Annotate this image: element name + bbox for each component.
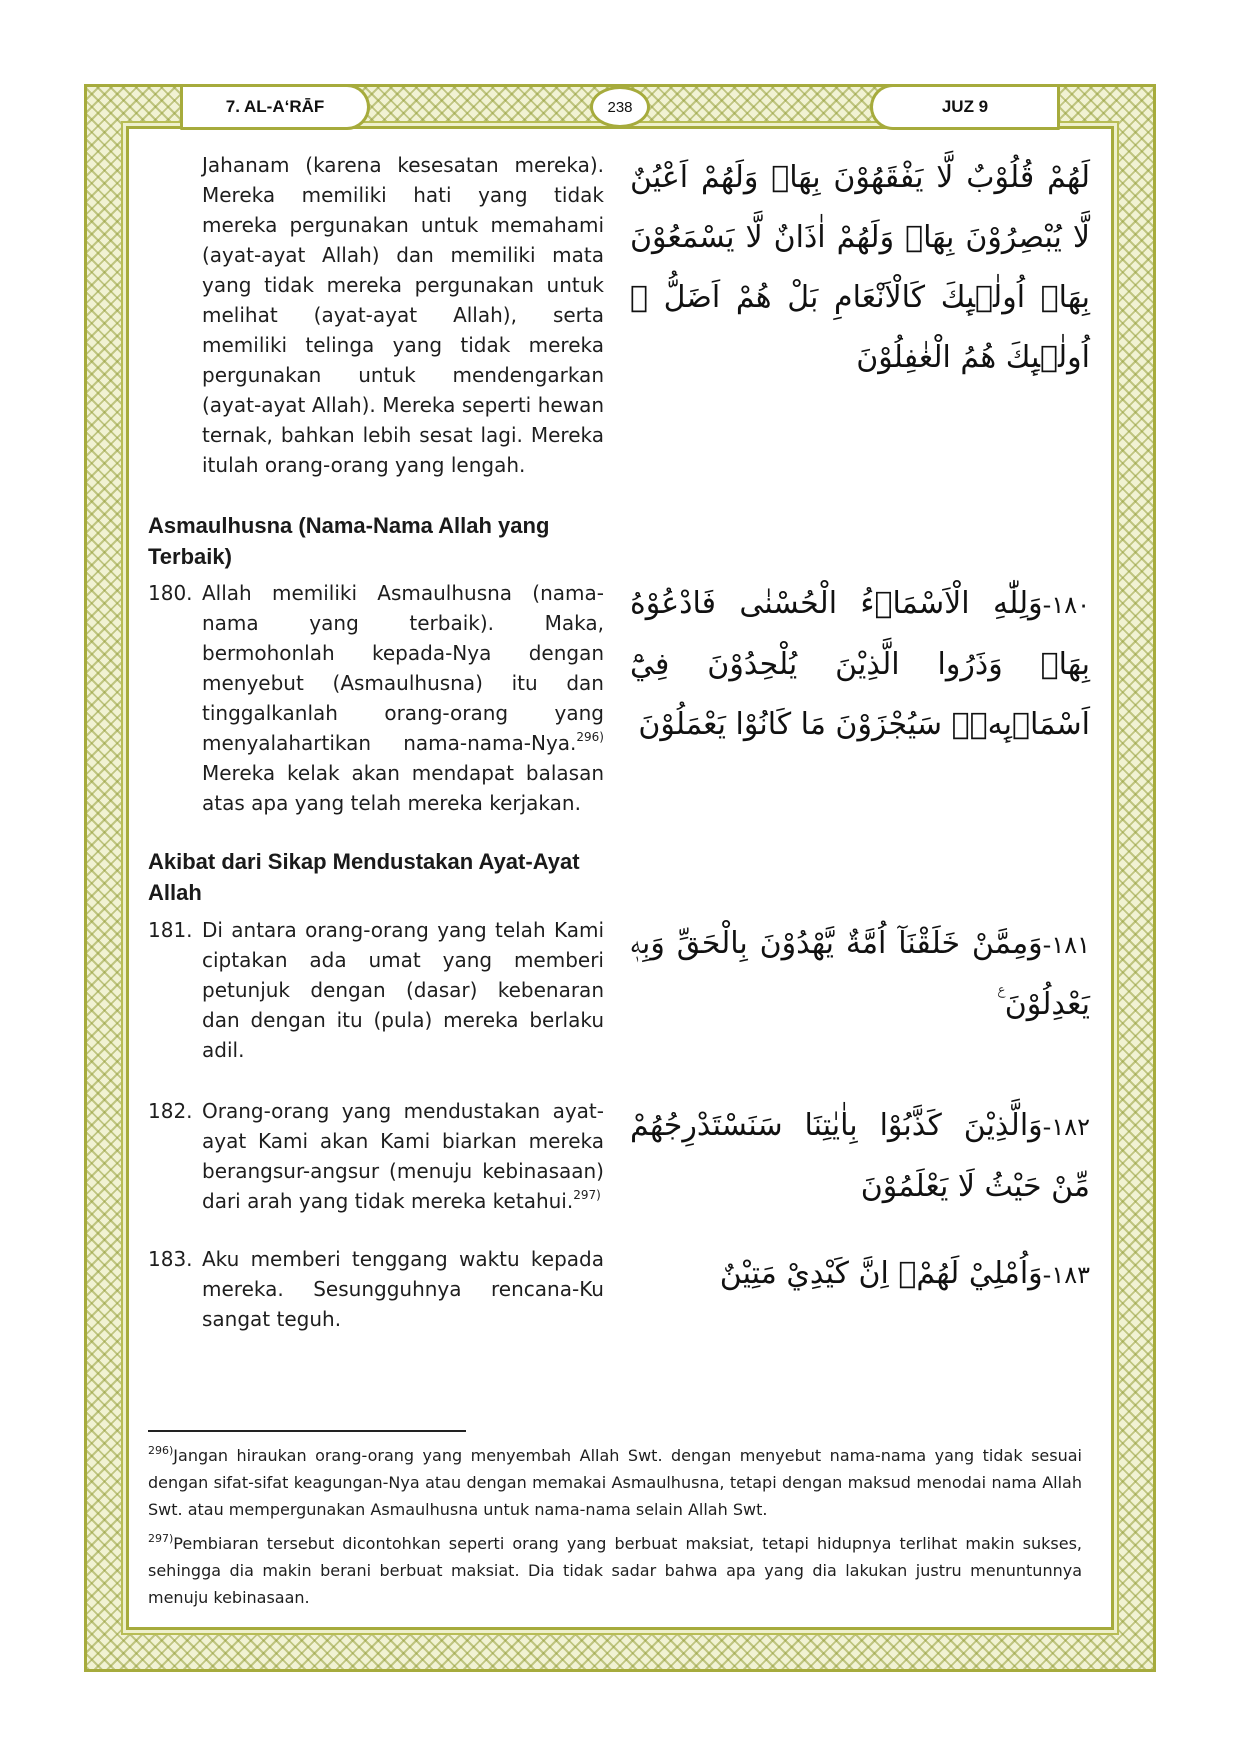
verse-179-arabic: لَهُمْ قُلُوْبٌ لَّا يَفْقَهُوْنَ بِهَاۖ وَلَهُمْ اَعْيُنٌ لَّا يُبْصِرُوْنَ بِهَاۖ وَلَهُمْ اٰذَانٌ لَّا يَسْمَعُوْنَ بِهَاۗ اُولٰۤىِٕكَ كَالْاَنْعَامِ بَلْ هُمْ اَضَلُّ ۗ اُولٰۤىِٕكَ هُمُ الْغٰفِلُوْنَ: [630, 160, 1090, 375]
footnote-marker: 297): [148, 1532, 174, 1545]
translation-text: Orang-orang yang mendustakan ayat-ayat Kami akan Kami biarkan mereka berangsur-angsur (menuju kebinasaan) dari arah yang tidak mereka ketahui.$^{297)}$: [202, 1099, 604, 1213]
verse-182-arabic-number: ١٨٢-: [1042, 1113, 1090, 1141]
verse-number: 183.: [148, 1247, 193, 1271]
verse-183-arabic: [630, 1244, 1090, 1305]
section-heading-akibat: Akibat dari Sikap Mendustakan Ayat-Ayat Allah: [148, 849, 580, 905]
verse-182-translation: [148, 1096, 604, 1216]
footnote-marker: 296): [148, 1444, 174, 1457]
verse-180-arabic-number: ١٨٠-: [1042, 591, 1090, 619]
verse-number: 181.: [148, 918, 193, 942]
verse-181-arabic-number: ١٨١-: [1042, 931, 1090, 959]
verse-number: 180.: [148, 581, 193, 605]
page-number: 238: [590, 86, 650, 128]
translation-text: Aku memberi tenggang waktu kepada mereka. Sesungguhnya rencana-Ku sangat teguh.: [202, 1247, 604, 1331]
footnote-296: [148, 1442, 1082, 1523]
verse-182-arabic-text: وَالَّذِيْنَ كَذَّبُوْا بِاٰيٰتِنَا سَنَسْتَدْرِجُهُمْ مِّنْ حَيْثُ لَا يَعْلَمُوْنَ: [630, 1108, 1090, 1204]
juz-label: JUZ 9: [870, 84, 1060, 130]
verse-181-translation: [148, 915, 604, 1065]
verse-180-arabic-text: وَلِلّٰهِ الْاَسْمَاۤءُ الْحُسْنٰى فَادْعُوْهُ بِهَاۖ وَذَرُوا الَّذِيْنَ يُلْحِدُوْنَ فِيْٓ اَسْمَاۤىِٕهٖۗ سَيُجْزَوْنَ مَا كَانُوْا يَعْمَلُوْنَ: [630, 586, 1090, 742]
footnote-text: Jangan hiraukan orang-orang yang menyembah Allah Swt. dengan menyebut nama-nama yang tidak sesuai dengan sifat-sifat keagungan-Nya atau dengan memakai Asmaulhusna, tetapi dengan maksud menodai nama Allah Swt. atau mempergunakan Asmaulhusna untuk nama-nama selain Allah Swt.: [148, 1446, 1082, 1519]
section-heading-asmaulhusna: Asmaulhusna (Nama-Nama Allah yang Terbaik): [148, 513, 550, 569]
footnote-ref-296[interactable]: 296): [576, 730, 604, 744]
footnote-297: [148, 1530, 1082, 1611]
verse-180-translation: [148, 578, 604, 818]
footnote-ref-297[interactable]: 297): [573, 1188, 601, 1202]
footnote-divider: [148, 1430, 466, 1432]
verse-number: 182.: [148, 1099, 193, 1123]
verse-183-arabic-text: وَاُمْلِيْ لَهُمْۗ اِنَّ كَيْدِيْ مَتِيْنٌ: [719, 1256, 1043, 1291]
translation-text: Allah memiliki Asmaulhusna (nama-nama yang terbaik). Maka, bermohonlah kepada-Nya dengan menyebut (Asmaulhusna) itu dan tinggalkanlah orang-orang yang menyalahartikan nama-nama-Nya.$^{296)}$ Mereka kelak akan mendapat balasan atas apa yang telah mereka kerjakan.: [202, 581, 604, 815]
verse-183-arabic-number: ١٨٣-: [1042, 1261, 1090, 1289]
footnote-text: Pembiaran tersebut dicontohkan seperti orang yang berbuat maksiat, tetapi hidupnya terlihat makin sukses, sehingga dia makin berani berbuat maksiat. Dia tidak sadar bahwa apa yang dia lakukan justru menuntunnya menuju kebinasaan.: [148, 1534, 1082, 1607]
translation-text: Di antara orang-orang yang telah Kami ciptakan ada umat yang memberi petunjuk dengan (dasar) kebenaran dan dengan itu (pula) mereka berlaku adil.: [202, 918, 604, 1062]
verse-181-arabic-text: وَمِمَّنْ خَلَقْنَآ اُمَّةٌ يَّهْدُوْنَ بِالْحَقِّ وَبِهٖ يَعْدِلُوْنَ ࣖ: [630, 926, 1090, 1022]
verse-181-arabic: [630, 914, 1090, 1035]
verse-179-translation: Jahanam (karena kesesatan mereka). Mereka memiliki hati yang tidak mereka pergunakan untuk memahami (ayat-ayat Allah) dan memiliki mata yang tidak mereka pergunakan untuk melihat (ayat-ayat Allah), serta memiliki telinga yang tidak mereka pergunakan untuk mendengarkan (ayat-ayat Allah). Mereka seperti hewan ternak, bahkan lebih sesat lagi. Mereka itulah orang-orang yang lengah.: [202, 153, 604, 477]
surah-title: 7. AL-A‘RĀF: [180, 84, 370, 130]
verse-180-arabic: [630, 574, 1090, 755]
verse-183-translation: [148, 1244, 604, 1334]
verse-182-arabic: [630, 1096, 1090, 1217]
